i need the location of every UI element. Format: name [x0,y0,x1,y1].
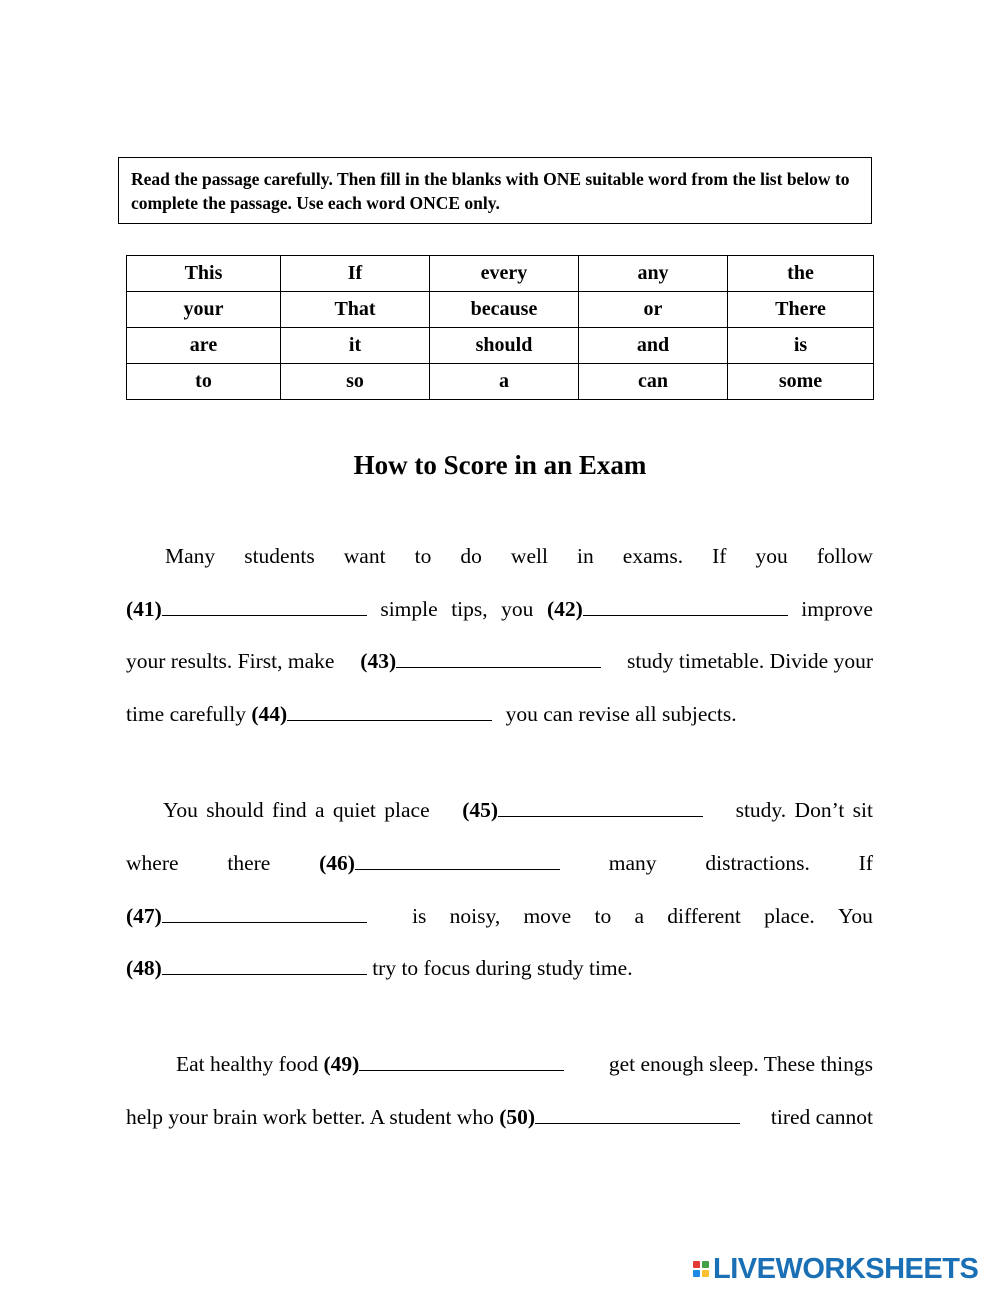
instructions-box [118,157,872,224]
blank-41[interactable] [162,595,367,616]
question-number-48: (48) [126,956,162,980]
question-number-45: (45) [462,798,499,822]
word-cell: This [127,256,281,292]
word-table-row [127,292,874,328]
word-cell: If [281,256,430,292]
logo-square [702,1270,709,1277]
text: tired cannot [770,1105,873,1129]
word: noisy, [449,904,501,928]
text: where [126,851,179,875]
word: different [667,904,741,928]
p3-line-2 [126,1102,873,1132]
word: If [712,544,727,568]
word: You [838,904,873,928]
word: a [634,904,644,928]
word-cell: are [127,328,281,364]
text: get enough sleep. These things [608,1052,873,1076]
p1-line-4 [126,699,873,729]
p2-line-4 [126,953,873,983]
word: Many [165,544,216,568]
word-table-row [127,364,874,400]
p2-line-2 [126,848,873,878]
p2-line-1 [126,795,873,825]
question-number-41: (41) [126,597,162,621]
logo-text: LIVEWORKSHEETS [713,1252,979,1285]
word-cell: can [579,364,728,400]
word: move [523,904,572,928]
question-number-50: (50) [499,1105,536,1129]
text: tips, [451,597,488,621]
word-bank-table [126,255,874,400]
text: you [501,597,534,621]
blank-50[interactable] [535,1103,740,1124]
word: students [244,544,315,568]
text: improve [801,597,873,621]
instructions-text: Read the passage carefully. Then fill in the blanks with ONE suitable word from the list below to complete the passage. Use each word ONCE only. [131,169,850,213]
logo-square [693,1261,700,1268]
question-number-46: (46) [319,851,355,875]
word-cell: and [579,328,728,364]
question-number-47: (47) [126,904,162,928]
logo-squares-icon [693,1261,709,1277]
logo-square [693,1270,700,1277]
word-cell: so [281,364,430,400]
p1-line-2 [126,594,873,624]
text: If [858,851,873,875]
text: simple [380,597,438,621]
word-cell: your [127,292,281,328]
passage-title: How to Score in an Exam [353,450,647,480]
word: well [510,544,548,568]
blank-42[interactable] [583,595,788,616]
text: help your brain work better. A student who [126,1105,494,1129]
p1-line-1 [126,541,873,571]
word-cell: is [728,328,874,364]
blank-48[interactable] [162,954,367,975]
word-cell: any [579,256,728,292]
text: there [227,851,271,875]
blank-49[interactable] [359,1050,564,1071]
word: exams. [622,544,684,568]
text: You should find a quiet place [163,798,430,822]
word: want [343,544,386,568]
word-table-row [127,328,874,364]
word-cell: it [281,328,430,364]
word-cell: the [728,256,874,292]
question-number-42: (42) [546,597,583,621]
blank-43[interactable] [396,647,601,668]
word: follow [816,544,873,568]
word: do [460,544,482,568]
text: Eat healthy food [176,1052,319,1076]
blank-45[interactable] [498,796,703,817]
text: time carefully [126,702,246,726]
logo-square [702,1261,709,1268]
text: study timetable. Divide your [626,649,873,673]
word-cell: or [579,292,728,328]
word-cell: every [430,256,579,292]
question-number-43: (43) [360,649,397,673]
p3-line-1 [126,1049,873,1079]
text: distractions. [705,851,810,875]
word: is [412,904,427,928]
word: place. [764,904,815,928]
text: many [608,851,657,875]
text: try to focus during study time. [372,956,633,980]
word: you [755,544,788,568]
word-cell: That [281,292,430,328]
text: your results. First, make [126,649,335,673]
word-cell: some [728,364,874,400]
word-cell: There [728,292,874,328]
blank-47[interactable] [162,902,367,923]
word: in [577,544,594,568]
word-cell: a [430,364,579,400]
word-cell: should [430,328,579,364]
word-cell: to [127,364,281,400]
question-number-44: (44) [251,702,288,726]
word: to [594,904,612,928]
p1-line-3 [126,646,873,676]
question-number-49: (49) [323,1052,360,1076]
text: study. Don’t sit [735,798,873,822]
text: you can revise all subjects. [505,702,737,726]
blank-44[interactable] [287,700,492,721]
word: to [414,544,432,568]
word-table-row [127,256,874,292]
blank-46[interactable] [355,849,560,870]
word-cell: because [430,292,579,328]
liveworksheets-logo[interactable] [693,1253,978,1285]
p2-line-3 [126,901,873,931]
